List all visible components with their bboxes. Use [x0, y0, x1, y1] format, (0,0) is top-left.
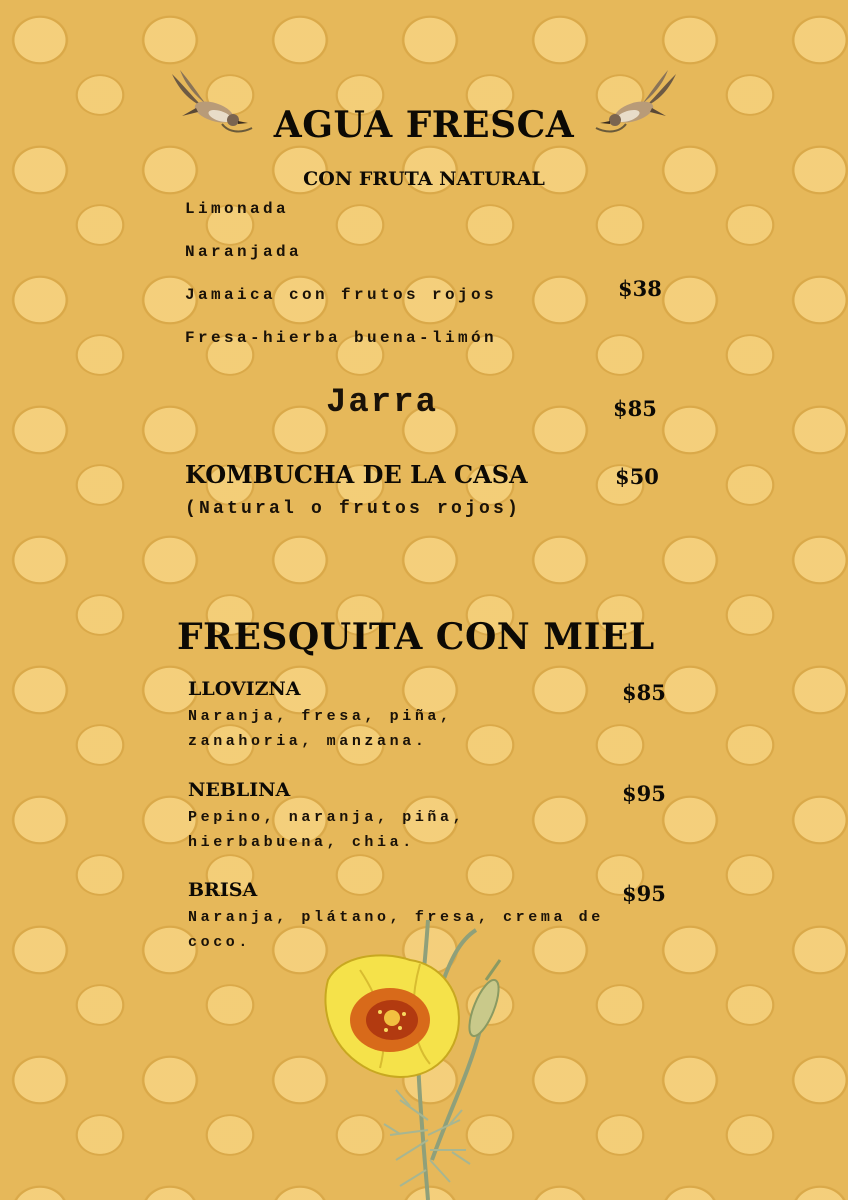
section-subtitle-agua-fresca: CON FRUTA NATURAL [303, 168, 545, 190]
menu-item-limonada: Limonada [185, 200, 290, 218]
price-agua-fresca: $38 [618, 276, 662, 301]
section-title-agua-fresca: AGUA FRESCA [273, 104, 575, 146]
menu-item-jamaica: Jamaica con frutos rojos [185, 286, 498, 304]
price-neblina: $95 [622, 781, 666, 806]
price-brisa: $95 [622, 881, 666, 906]
drink-name-brisa: BRISA [188, 879, 258, 901]
drink-description-neblina: Pepino, naranja, piña, hierbabuena, chia. [188, 809, 466, 851]
price-jarra: $85 [613, 396, 657, 421]
drink-description-llovizna: Naranja, fresa, piña, zanahoria, manzana. [188, 708, 453, 750]
price-kombucha: $50 [615, 464, 659, 489]
drink-name-neblina: NEBLINA [188, 779, 291, 801]
section-title-fresquita: FRESQUITA CON MIEL [177, 616, 655, 658]
jarra-label: Jarra [326, 384, 439, 422]
drink-description-brisa: Naranja, plátano, fresa, crema de coco. [188, 909, 604, 951]
menu-item-naranjada: Naranjada [185, 243, 303, 261]
price-llovizna: $85 [622, 680, 666, 705]
drink-name-llovizna: LLOVIZNA [188, 678, 301, 700]
menu-item-fresa: Fresa-hierba buena-limón [185, 329, 498, 347]
poppy-flower-icon [300, 920, 550, 1200]
kombucha-options: (Natural o frutos rojos) [185, 499, 522, 519]
section-title-kombucha: KOMBUCHA DE LA CASA [185, 460, 528, 489]
